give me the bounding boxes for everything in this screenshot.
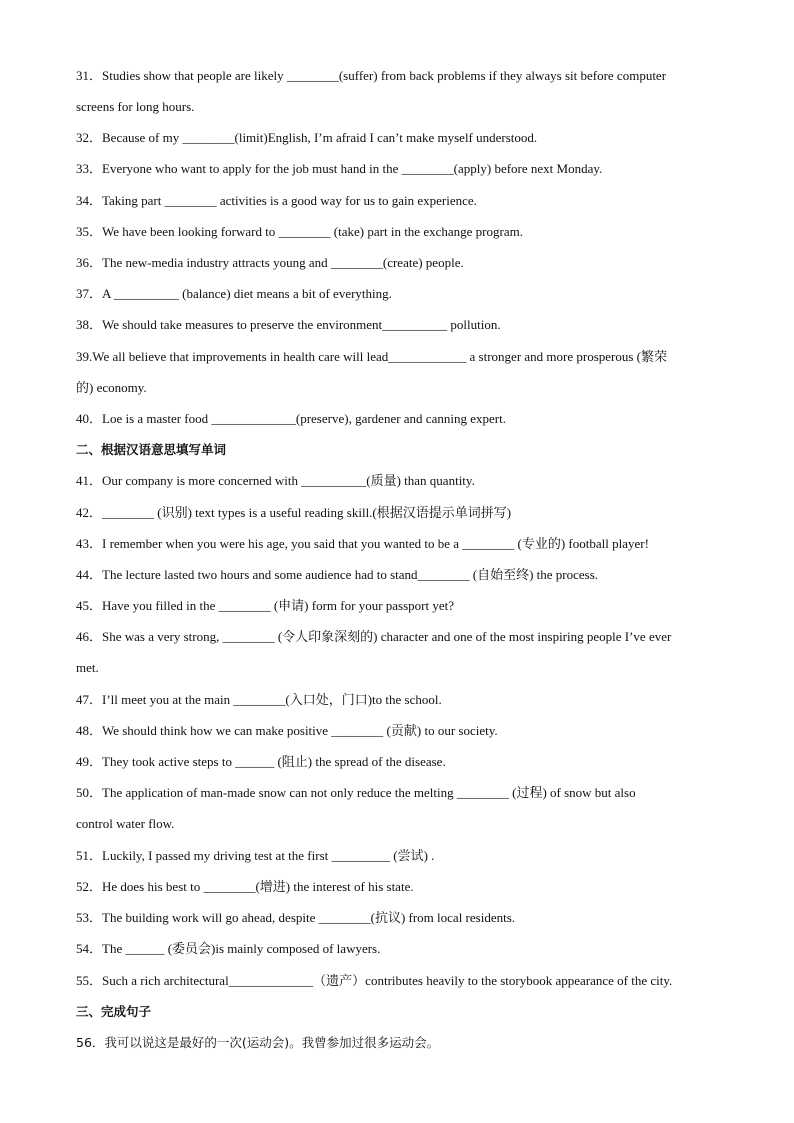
question-43: 43．I remember when you were his age, you said that you wanted to be a ________ (专业的) football player!	[76, 536, 649, 551]
question-31-line-2: screens for long hours.	[76, 99, 195, 114]
question-33: 33．Everyone who want to apply for the job must hand in the ________(apply) before next Monday.	[76, 161, 603, 176]
question-36: 36．The new-media industry attracts young and ________(create) people.	[76, 255, 464, 270]
question-32: 32．Because of my ________(limit)English, I’m afraid I can’t make myself understood.	[76, 130, 538, 145]
question-41: 41．Our company is more concerned with __________(质量) than quantity.	[76, 473, 475, 488]
question-35: 35．We have been looking forward to ________ (take) part in the exchange program.	[76, 224, 523, 239]
question-52: 52．He does his best to ________(增进) the interest of his state.	[76, 879, 414, 894]
question-37: 37．A __________ (balance) diet means a bit of everything.	[76, 286, 392, 301]
question-38: 38．We should take measures to preserve the environment__________ pollution.	[76, 317, 501, 332]
section-2-heading: 二、根据汉语意思填写单词	[76, 442, 227, 457]
question-44: 44．The lecture lasted two hours and some audience had to stand________ (自始至终) the process.	[76, 567, 599, 582]
question-42: 42．________ (识别) text types is a useful reading skill.(根据汉语提示单词拼写)	[76, 505, 512, 520]
question-46-line-1: 46．She was a very strong, ________ (令人印象深刻的) character and one of the most inspiring people I’ve ever	[76, 629, 672, 644]
question-55: 55．Such a rich architectural_____________（遗产）contributes heavily to the storybook appearance of the city.	[76, 973, 673, 988]
section-3-heading: 三、完成句子	[76, 1004, 152, 1019]
question-31-line-1: 31．Studies show that people are likely ________(suffer) from back problems if they always sit before computer	[76, 68, 667, 83]
question-49: 49．They took active steps to ______ (阻止) the spread of the disease.	[76, 754, 446, 769]
question-46-line-2: met.	[76, 660, 99, 675]
question-50-line-1: 50．The application of man-made snow can not only reduce the melting ________ (过程) of snow but also	[76, 785, 636, 800]
question-45: 45．Have you filled in the ________ (申请) form for your passport yet?	[76, 598, 455, 613]
question-39-line-2: 的) economy.	[76, 380, 147, 395]
question-53: 53．The building work will go ahead, despite ________(抗议) from local residents.	[76, 910, 516, 925]
question-54: 54．The ______ (委员会)is mainly composed of lawyers.	[76, 941, 381, 956]
question-34: 34．Taking part ________ activities is a good way for us to gain experience.	[76, 193, 477, 208]
question-51: 51．Luckily, I passed my driving test at the first _________ (尝试) .	[76, 848, 435, 863]
question-40: 40．Loe is a master food _____________(preserve), gardener and canning expert.	[76, 411, 506, 426]
question-48: 48．We should think how we can make positive ________ (贡献) to our society.	[76, 723, 498, 738]
question-50-line-2: control water flow.	[76, 816, 175, 831]
question-56: 56．我可以说这是最好的一次(运动会)。我曾参加过很多运动会。	[76, 1035, 440, 1050]
question-47: 47．I’ll meet you at the main ________(入口处，门口)to the school.	[76, 692, 442, 707]
question-39-line-1: 39.We all believe that improvements in health care will lead____________ a stronger and more prosperous (繁荣	[76, 349, 668, 364]
